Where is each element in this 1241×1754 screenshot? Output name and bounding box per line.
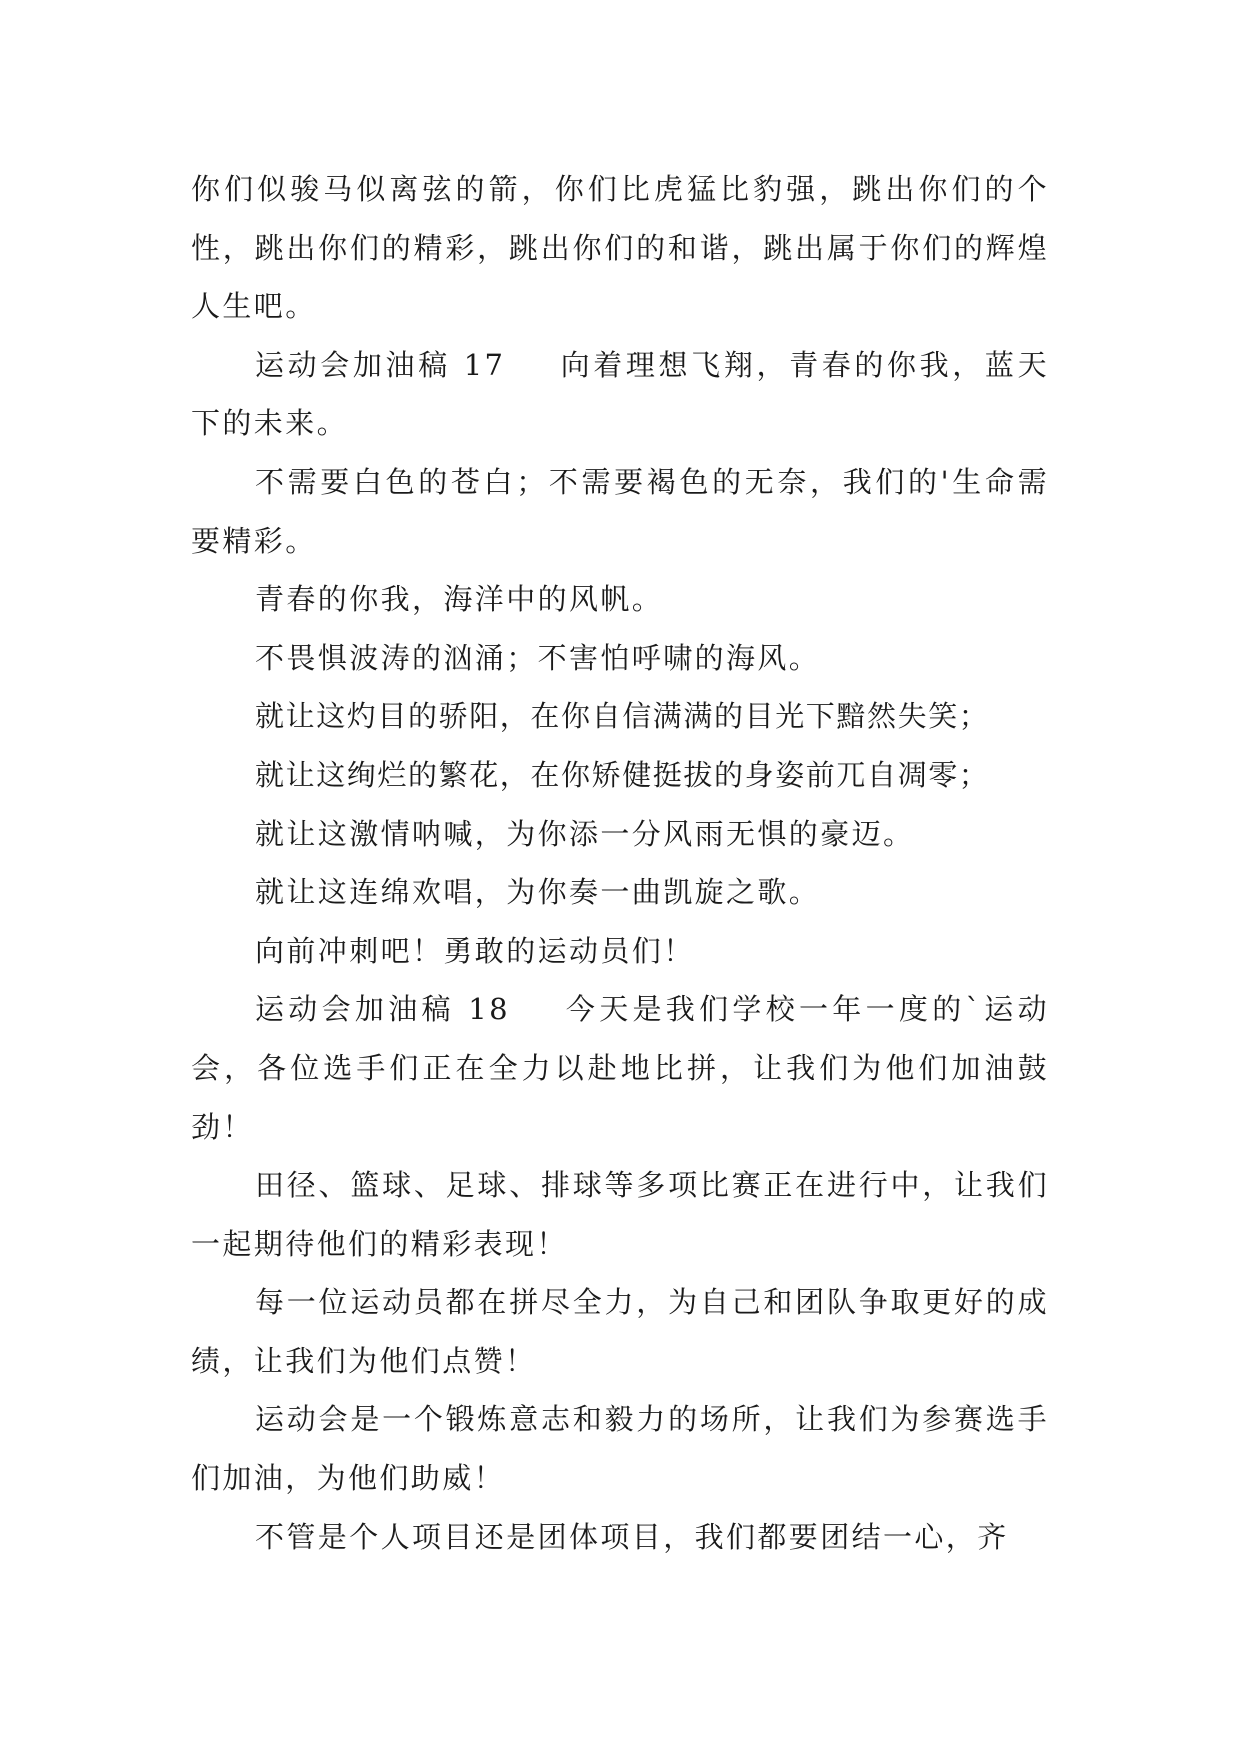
paragraph: 就让这灼目的骄阳，在你自信满满的目光下黯然失笑； [255, 699, 990, 734]
paragraph: 就让这连绵欢唱，为你奏一曲凯旋之歌。 [255, 875, 821, 910]
section-heading-18: 运动会加油稿 18 [255, 992, 511, 1027]
paragraph: 向前冲刺吧！勇敢的运动员们！ [255, 933, 695, 968]
paragraph: 青春的你我，海洋中的风帆。 [255, 582, 664, 617]
paragraph-text: 今天是我们学校一年一度的`运动会，各位选手们正在全力以赴地比拼，让我们为他们加油鼓劲！ [191, 992, 1049, 1144]
paragraph: 就让这绚烂的繁花，在你矫健挺拔的身姿前兀自凋零； [255, 757, 990, 792]
section-paragraph-18 [191, 980, 1049, 1156]
paragraph: 田径、篮球、足球、排球等多项比赛正在进行中，让我们一起期待他们的精彩表现！ [191, 1168, 1049, 1261]
paragraph: 不畏惧波涛的汹涌；不害怕呼啸的海风。 [255, 640, 821, 675]
document-page [191, 160, 1049, 1566]
paragraph: 你们似骏马似离弦的箭，你们比虎猛比豹强，跳出你们的个性，跳出你们的精彩，跳出你们的和谐，跳出属于你们的辉煌人生吧。 [191, 172, 1049, 324]
section-heading-17: 运动会加油稿 17 [255, 347, 506, 382]
section-paragraph-17 [191, 336, 1049, 453]
paragraph: 就让这激情呐喊，为你添一分风雨无惧的豪迈。 [255, 816, 915, 851]
paragraph: 运动会是一个锻炼意志和毅力的场所，让我们为参赛选手们加油，为他们助威！ [191, 1402, 1049, 1496]
paragraph-text: 向着理想飞翔，青春的你我，蓝天下的未来。 [191, 347, 1049, 441]
paragraph: 每一位运动员都在拼尽全力，为自己和团队争取更好的成绩，让我们为他们点赞！ [191, 1285, 1049, 1378]
paragraph: 不需要白色的苍白；不需要褐色的无奈，我们的'生命需要精彩。 [191, 464, 1049, 558]
paragraph: 不管是个人项目还是团体项目，我们都要团结一心，齐 [255, 1519, 1009, 1554]
